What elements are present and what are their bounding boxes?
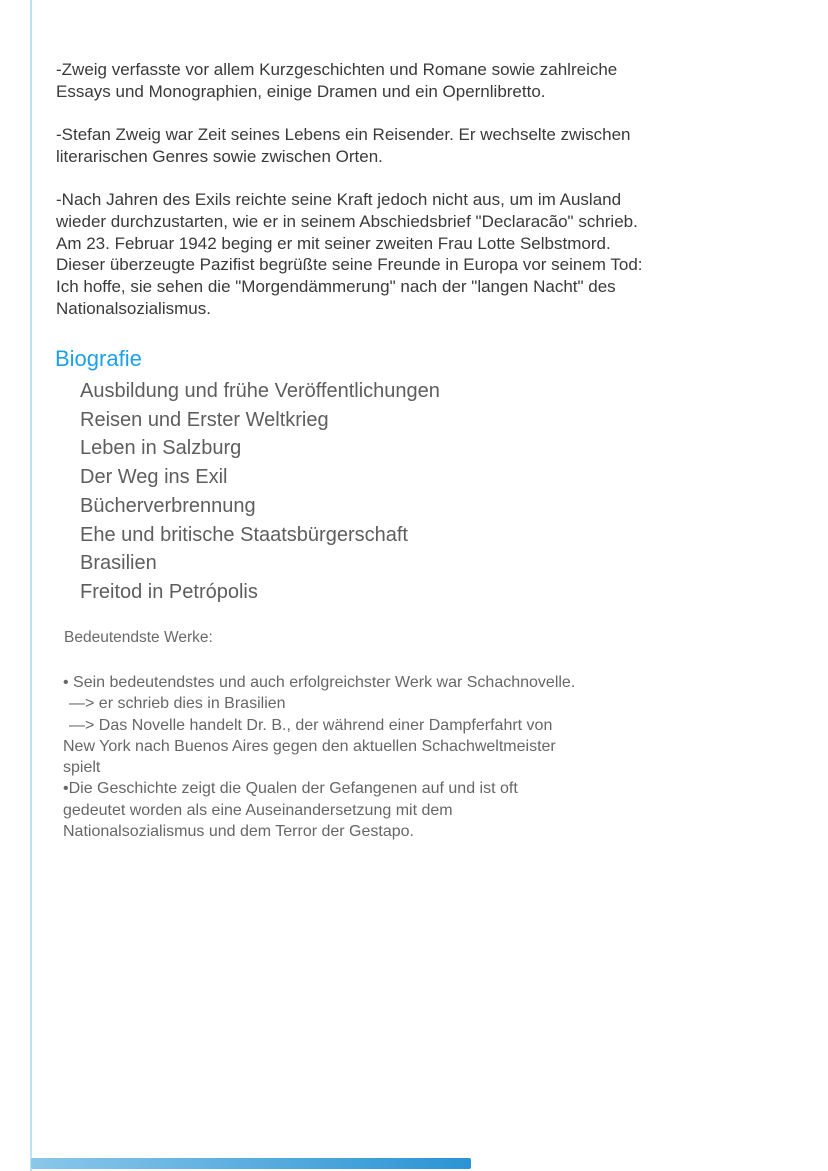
works-note-line: —> er schrieb dies in Brasilien [69, 695, 286, 713]
paragraph-zweig-werke [56, 59, 643, 102]
text-line: wieder durchzustarten, wie er in seinem Abschiedsbrief "Declaracão" schrieb. [56, 211, 638, 231]
biography-outline-item: Ausbildung und frühe Veröffentlichungen [80, 380, 440, 402]
works-notes-list [63, 672, 575, 842]
works-note-line: Nationalsozialismus und dem Terror der Gestapo. [63, 823, 414, 841]
text-line: -Stefan Zweig war Zeit seines Lebens ein Reisender. Er wechselte zwischen [56, 125, 631, 145]
works-note-line: • Sein bedeutendstes und auch erfolgreichster Werk war Schachnovelle. [63, 674, 576, 691]
biography-outline-item: Ehe und britische Staatsbürgerschaft [80, 523, 408, 546]
paragraph-exil-tod [56, 189, 643, 319]
text-line: -Nach Jahren des Exils reichte seine Kraft jedoch nicht aus, um im Ausland [56, 190, 622, 210]
works-note-line: —> Das Novelle handelt Dr. B., der während einer Dampferfahrt von [69, 716, 553, 734]
works-heading: Bedeutendste Werke: [64, 629, 213, 646]
biografie-heading: Biografie [55, 346, 142, 371]
bottom-progress-bar [31, 1158, 471, 1169]
works-note-line: New York nach Buenos Aires gegen den aktuellen Schachweltmeister [63, 737, 556, 755]
text-line: Essays und Monographien, einige Dramen und ein Opernlibretto. [56, 81, 546, 101]
biography-outline-item: Leben in Salzburg [80, 437, 242, 460]
biography-outline-item: Bücherverbrennung [80, 494, 256, 517]
works-note-line: •Die Geschichte zeigt die Qualen der Gefangenen auf und ist oft [63, 780, 518, 798]
text-line: Ich hoffe, sie sehen die "Morgendämmerung" nach der "langen Nacht" des [56, 277, 616, 296]
paragraph-reisender [56, 124, 643, 167]
intro-paragraphs [56, 59, 643, 319]
text-line: literarischen Genres sowie zwischen Orten. [56, 146, 383, 166]
biography-outline-list [80, 377, 440, 607]
text-line: Dieser überzeugte Pazifist begrüßte seine Freunde in Europa vor seinem Tod: [56, 255, 643, 275]
works-note-line: spielt [63, 759, 101, 777]
biography-outline-item: Reisen und Erster Weltkrieg [80, 408, 329, 431]
biography-outline-item: Der Weg ins Exil [80, 466, 228, 489]
biography-outline-item: Freitod in Petrópolis [80, 580, 258, 603]
text-line: Am 23. Februar 1942 beging er mit seiner zweiten Frau Lotte Selbstmord. [56, 233, 611, 253]
text-line: -Zweig verfasste vor allem Kurzgeschichten und Romane sowie zahlreiche [56, 60, 618, 79]
text-line: Nationalsozialismus. [56, 298, 211, 318]
biography-outline-item: Brasilien [80, 552, 157, 575]
left-margin-line [30, 0, 32, 1171]
works-note-line: gedeutet worden als eine Auseinandersetzung mit dem [63, 801, 453, 819]
